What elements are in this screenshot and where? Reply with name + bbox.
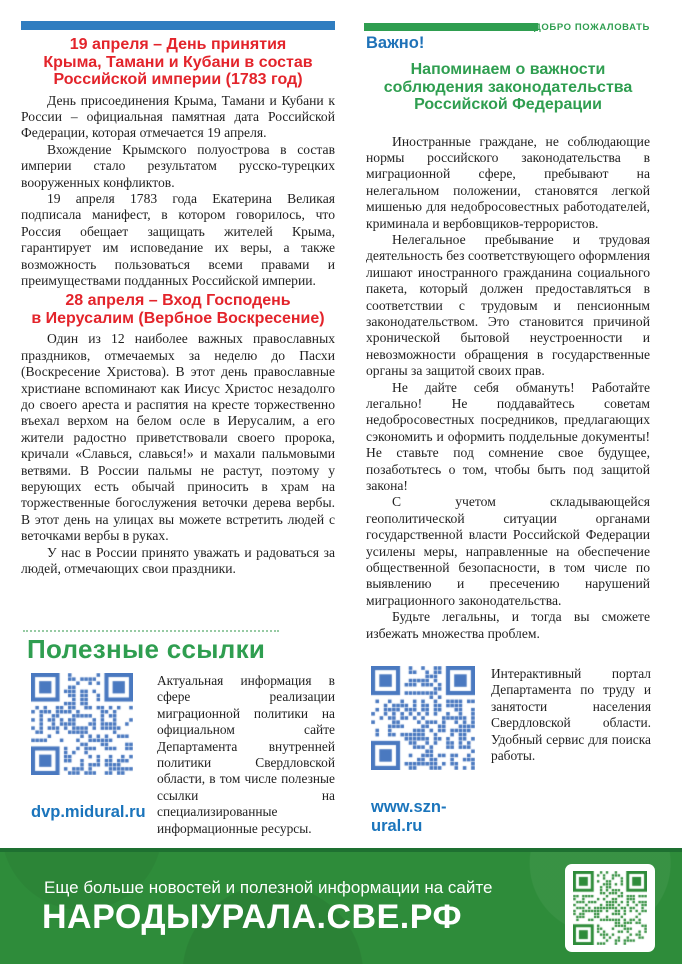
article1-body [21,93,335,290]
important-label: Важно! [366,34,425,52]
paragraph: Нелегальное пребывание и трудовая деятельность без соответствующего оформления лишают иностранного гражданина социального пакета, который должен предоставляться в соответствии с трудовым и пенсионным законодательством. Это становится причиной хронической бытовой неустроенности и невозможности обращения в государственные органы за защитой своих прав. [366,231,650,379]
dvp-midural-description: Актуальная информация в сфере реализации миграционной политики на официальном сайте Департамента внутренней политики Свердловской области, в том числе полезные ссылки на специализированные информационные ресурсы. [157,673,335,836]
top-blue-bar [21,21,335,30]
welcome-label: ДОБРО ПОЖАЛОВАТЬ [534,22,650,33]
qr-code-icon [573,871,647,945]
article1-title-line: Крыма, Тамани и Кубани в состав [43,53,313,71]
reminder-title-line: Напоминаем о важности [410,61,606,78]
article2-title [21,292,335,327]
footer-qr-box [565,864,655,952]
dvp-midural-qr-column [31,673,146,822]
paragraph: 19 апреля 1783 года Екатерина Великая подписала манифест, в котором говорилось, что Россия обещает защищать жителей Крыма, гарантирует им исповедание их веры, а также возможность пользоваться всеми правами и преимуществами подданных Российской империи. [21,190,335,288]
reminder-title-line: Российской Федерации [414,96,602,113]
paragraph: У нас в России принято уважать и радоваться за людей, отмечающих свои праздники. [21,544,335,577]
paragraph: Один из 12 наиболее важных православных праздников, отмечаемых за неделю до Пасхи (Воскресение Христова). В этот день православные христиане вспоминают как Иисус Христос незадолго до своего ареста и распятия на кресте торжественно въехал верхом на белом осле в Иерусалим, а его жители радостно приветствовали своего пророка, кричали «Славься, славься!» и махали пальмовыми ветвями. В России пальмы не растут, поэтому у верующих есть обычай приносить в храм на торжественные богослужения веточки дерева вербы. В этот день на улицах вы можете встретить людей с веточками вербы в руках. [21,331,335,544]
dvp-midural-link[interactable]: dvp.midural.ru [31,803,146,821]
reminder-body [366,134,650,643]
paragraph: Не дайте себя обмануть! Работайте легально! Не поддавайтесь советам недобросовестных посредников, предлагающих сэкономить и оформить поддельные документы! Не ставьте под сомнение свое будущее, позаботьтесь о том, чтобы быть под защитой закона! [366,379,650,494]
article2-title-line: 28 апреля – Вход Господень [65,292,291,310]
paragraph: Будьте легальны, и тогда вы сможете избежать множества проблем. [366,609,650,641]
paragraph: Иностранные граждане, не соблюдающие нормы российского законодательства в миграционной сфере, пребывают на нелегальном положении, становятся легкой мишенью для недобросовестных работодателей, криминала и вербовщиков-террористов. [366,133,650,231]
useful-links-section [21,630,335,837]
article1-title-line: 19 апреля – День принятия [69,36,287,53]
reminder-title [366,61,650,114]
paragraph: Вхождение Крымского полуострова в состав империи стало результатом русско-турецких вооруженных конфликтов. [21,141,335,190]
szn-ural-description: Интерактивный портал Департамента по труду и занятости населения Свердловской области. Удобный сервис для поиска работы. [491,666,651,764]
footer-tagline: Еще больше новостей и полезной информации на сайте [44,878,493,897]
reminder-title-line: соблюдения законодательства [383,78,633,96]
useful-links-title: Полезные ссылки [27,634,266,664]
top-green-bar [364,23,538,31]
szn-ural-link[interactable]: www.szn-ural.ru [371,798,447,835]
paragraph: День присоединения Крыма, Тамани и Кубани к России – официальная памятная дата Российской Федерации, которая отмечается 19 апреля. [21,92,335,141]
article1-title [21,36,335,89]
right-column [366,34,650,642]
footer-site-url[interactable]: НАРОДЫУРАЛА.СВЕ.РФ [42,898,462,936]
article1-title-line: Российской империи (1783 год) [53,71,303,88]
dotted-divider [23,630,279,632]
paragraph: С учетом складывающейся геополитической ситуации органами государственной власти Российской Федерации усилены меры, направленные на обеспечение общественной безопасности, в том числе по выявлению и пресечению нарушений миграционного законодательства. [366,494,650,608]
left-column [21,36,335,577]
article2-title-line: в Иерусалим (Вербное Воскресение) [31,309,325,327]
dvp-midural-link-block [21,673,335,837]
szn-ural-link-block [366,666,656,836]
footer-banner [0,848,682,964]
qr-code-icon [31,673,133,775]
qr-code-icon [371,666,475,770]
szn-ural-qr-column [371,666,475,836]
article2-body [21,331,335,577]
